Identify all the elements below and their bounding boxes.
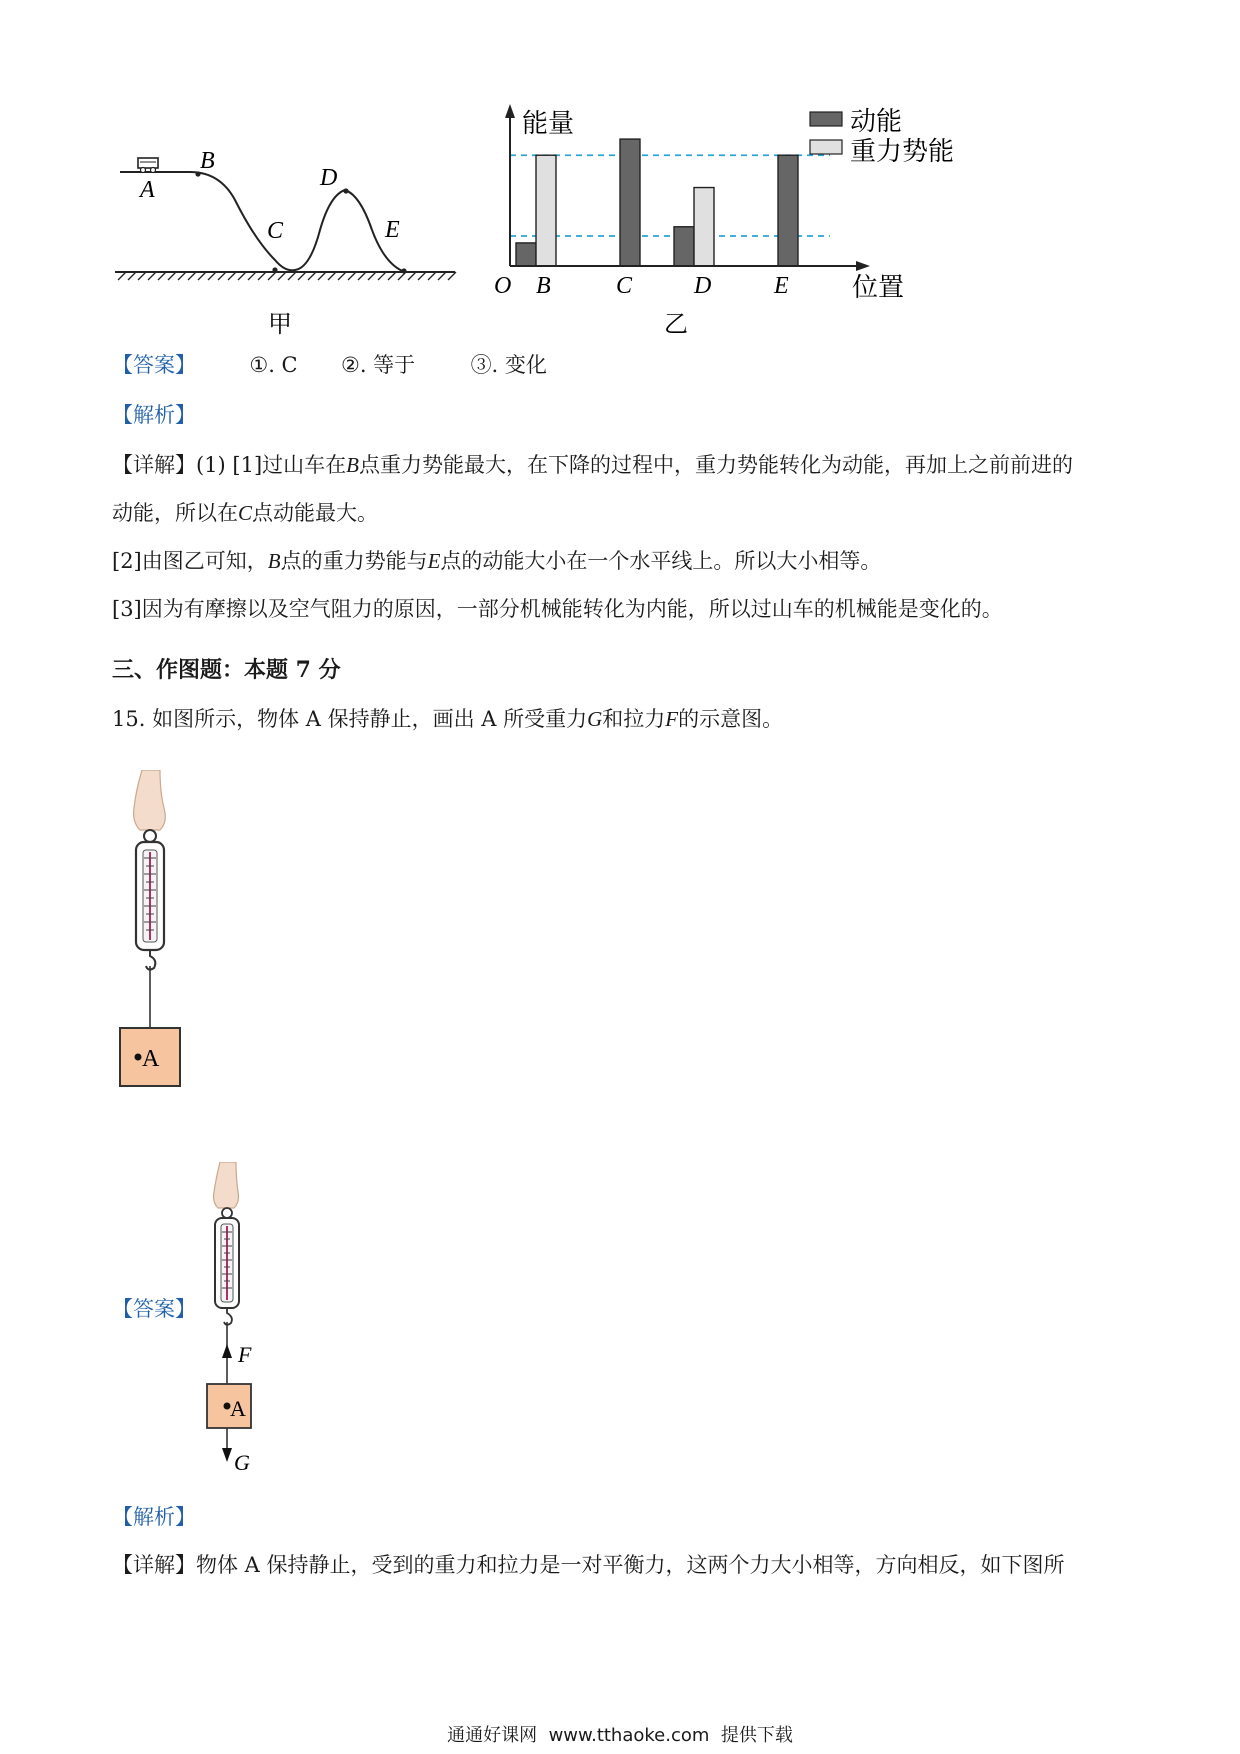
text-run: 物体 A 保持静止，受到的重力和拉力是一对平衡力，这两个力大小相等，方向相反，如下图所 <box>196 1553 1065 1577</box>
bar-kinetic-c <box>620 139 640 266</box>
italic-var: B <box>267 549 281 573</box>
text-run: 和拉力 <box>602 707 666 731</box>
text-run: 点的动能大小在一个水平线上。所以大小相等。 <box>440 549 882 573</box>
y-axis-arrow <box>505 104 515 118</box>
x-axis-label: 位置 <box>852 273 905 303</box>
analysis-15-p1 <box>112 1550 1065 1580</box>
figure-jia-caption: 甲 <box>268 310 292 338</box>
figure-yi-chart <box>480 100 1000 350</box>
analysis-14-p4: [3]因为有摩擦以及空气阻力的原因，一部分机械能转化为内能，所以过山车的机械能是变化的。 <box>112 597 1003 621</box>
answer-14-item-2: ②. 等于 <box>341 353 416 377</box>
x-axis-arrow <box>856 261 870 271</box>
force-g-arrow <box>222 1448 232 1462</box>
analysis-14-p2 <box>112 498 378 528</box>
hand-icon <box>214 1162 239 1208</box>
point-label-c: C <box>267 218 284 244</box>
analysis-15-tag: 【解析】 <box>112 1505 196 1529</box>
answer-14 <box>112 350 547 380</box>
point-label-e: E <box>385 217 400 243</box>
footer: 通通好课网 www.tthaoke.com 提供下载 <box>447 1725 793 1746</box>
hand-icon <box>134 770 166 830</box>
text-run: 点重力势能最大，在下降的过程中，重力势能转化为动能，再加上之前前进的 <box>359 453 1073 477</box>
x-tick-label-c: C <box>616 273 633 299</box>
answer-14-item-1: ①. C <box>249 353 298 377</box>
analysis-14-tag: 【解析】 <box>112 403 196 427</box>
italic-var: G <box>587 707 603 731</box>
text-run: 的示意图。 <box>678 707 784 731</box>
italic-var: F <box>665 707 679 731</box>
x-tick-label-d: D <box>694 273 712 299</box>
bar-potential-b <box>536 155 556 266</box>
x-tick-label-e: E <box>774 273 789 299</box>
italic-var: C <box>238 501 253 525</box>
figure-yi-caption: 乙 <box>664 310 688 338</box>
point-label-d: D <box>320 165 338 191</box>
force-f-arrow <box>222 1344 232 1358</box>
force-f-label: F <box>238 1342 252 1367</box>
legend-label-kinetic: 动能 <box>850 107 903 137</box>
answer-14-item-3: ③. 变化 <box>470 353 547 377</box>
detail-15-tag: 【详解】 <box>112 1553 196 1577</box>
detail-14-tag: 【详解】 <box>112 453 196 477</box>
text-run: 15. 如图所示，物体 A 保持静止，画出 A 所受重力 <box>112 707 588 731</box>
spring-scale-icon <box>136 842 164 970</box>
text-run: 点动能最大。 <box>252 501 379 525</box>
bar-kinetic-d <box>674 227 694 266</box>
legend-swatch-kinetic <box>810 112 842 126</box>
force-g-label: G <box>234 1450 250 1472</box>
answer-15-tag: 【答案】 <box>112 1297 196 1321</box>
text-run: (1) [1]过山车在 <box>196 453 347 477</box>
origin-label: O <box>494 273 512 299</box>
answer-15-figure <box>190 1162 280 1472</box>
italic-var: E <box>427 549 441 573</box>
text-run: [2]由图乙可知， <box>112 549 268 573</box>
figure-q15 <box>110 770 220 1095</box>
y-axis-label: 能量 <box>522 109 575 139</box>
bar-kinetic-b <box>516 243 536 266</box>
text-run: 点的重力势能与 <box>280 549 428 573</box>
bar-kinetic-e <box>778 155 798 266</box>
italic-var: B <box>346 453 359 477</box>
answer-15-block-label: A <box>230 1396 246 1421</box>
point-label-a: A <box>140 177 155 203</box>
point-label-b: B <box>200 150 215 174</box>
bar-potential-d <box>694 188 714 266</box>
cart-icon <box>138 158 158 173</box>
text-run: 动能，所以在 <box>112 501 238 525</box>
block-a-label: A <box>142 1046 160 1072</box>
legend-label-potential: 重力势能 <box>850 137 955 167</box>
legend-swatch-potential <box>810 140 842 154</box>
analysis-14-p1 <box>112 450 1073 480</box>
analysis-14-p3 <box>112 546 881 576</box>
section-3-title: 三、作图题：本题 7 分 <box>112 657 341 683</box>
spring-scale-icon <box>215 1218 239 1325</box>
figure-jia <box>110 150 470 350</box>
x-tick-label-b: B <box>536 273 551 299</box>
answer-14-tag: 【答案】 <box>112 353 196 377</box>
track-curve <box>120 172 405 272</box>
question-15 <box>112 704 783 734</box>
